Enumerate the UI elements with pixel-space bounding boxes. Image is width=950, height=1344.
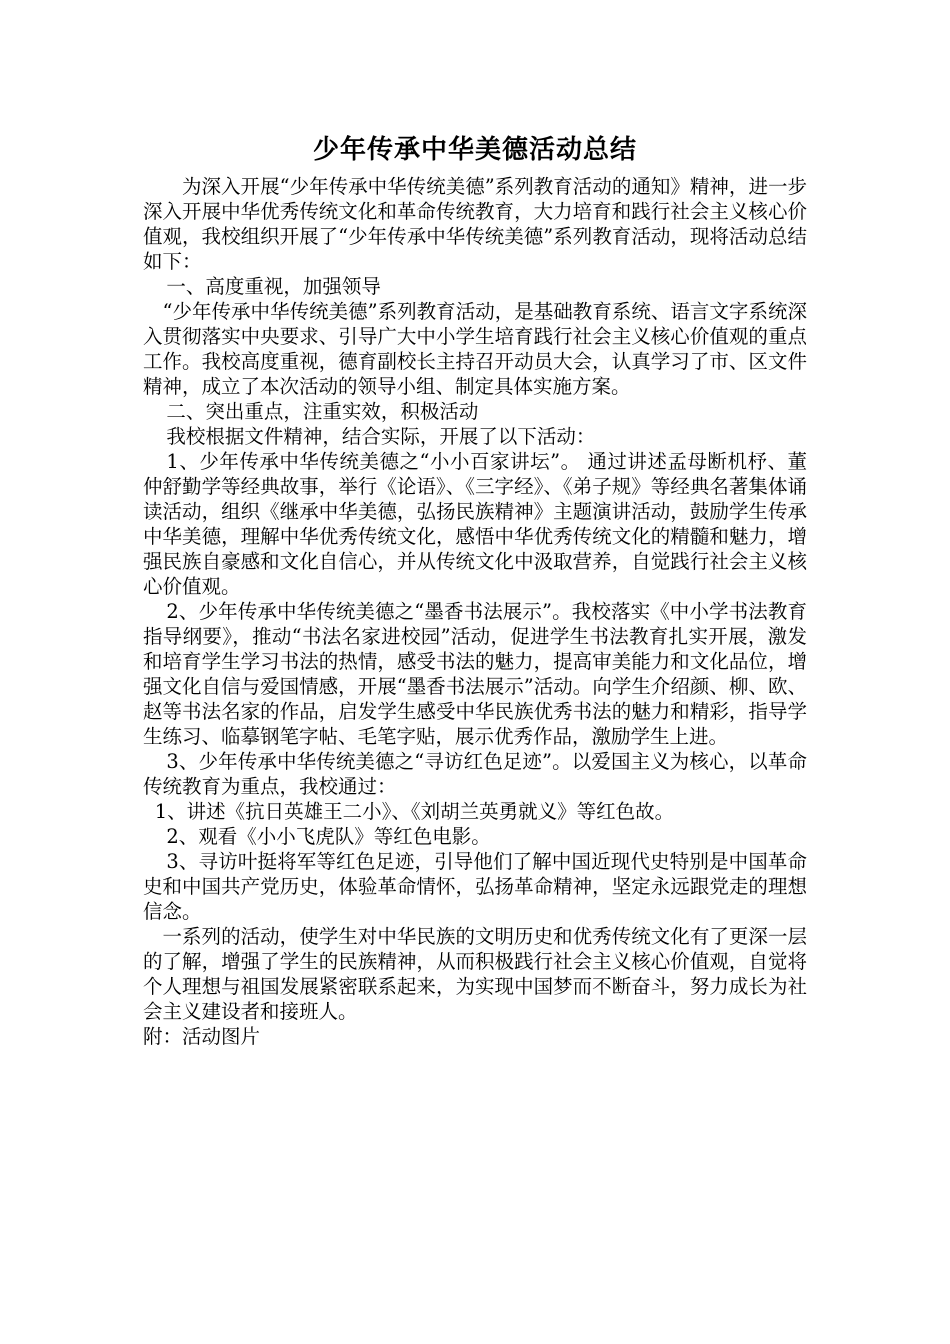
activity-2-paragraph: 2、少年传承中华传统美德之“墨香书法展示”。我校落实《中小学书法教育指导纲要》，推动“书法名家进校园”活动，促进学生书法教育扎实开展，激发和培育学生学习书法的热情，感受书法的魅力，提高审美能力和文化品位，增强文化自信与爱国情感，开展“墨香书法展示”活动。向学生介绍颜、柳、欧、赵等书法名家的作品，启发学生感受中华民族优秀书法的魅力和精彩，指导学生练习、临摹钢笔字帖、毛笔字贴，展示优秀作品，激励学生上进。 bbox=[143, 600, 807, 748]
attachment-note: 附：活动图片 bbox=[143, 1025, 261, 1048]
activity-3-item-3: 3、寻访叶挺将军等红色足迹，引导他们了解中国近现代史特别是中国革命史和中国共产党历史，体验革命情怀，弘扬革命精神，坚定永远跟党走的理想信念。 bbox=[143, 850, 807, 923]
section-heading-2: 二、突出重点，注重实效，积极活动 bbox=[166, 400, 479, 423]
document-title: 少年传承中华美德活动总结 bbox=[312, 135, 637, 165]
conclusion-paragraph: 一系列的活动，使学生对中华民族的文明历史和优秀传统文化有了更深一层的了解，增强了学生的民族精神，从而积极践行社会主义核心价值观，自觉将个人理想与祖国发展紧密联系起来，为实现中国梦而不断奋斗，努力成长为社会主义建设者和接班人。 bbox=[143, 925, 807, 1023]
section-heading-1: 一、高度重视，加强领导 bbox=[166, 275, 381, 298]
document-page bbox=[143, 130, 807, 1049]
activity-3-item-1: 1、讲述《抗日英雄王二小》、《刘胡兰英勇就义》等红色故。 bbox=[154, 800, 675, 823]
intro-paragraph: 为深入开展“少年传承中华传统美德”系列教育活动的通知》精神，进一步深入开展中华优秀传统文化和革命传统教育，大力培育和践行社会主义核心价值观，我校组织开展了“少年传承中华传统美德”系列教育活动，现将活动总结如下： bbox=[143, 175, 807, 273]
document-body bbox=[143, 174, 807, 1049]
activity-3-paragraph: 3、少年传承中华传统美德之“寻访红色足迹”。以爱国主义为核心，以革命传统教育为重点，我校通过： bbox=[143, 750, 807, 798]
activity-3-item-2: 2、观看《小小飞虎队》等红色电影。 bbox=[166, 825, 491, 848]
section-1-paragraph: “少年传承中华传统美德”系列教育活动，是基础教育系统、语言文字系统深入贯彻落实中央要求、引导广大中小学生培育践行社会主义核心价值观的重点工作。我校高度重视，德育副校长主持召开动员大会，认真学习了市、区文件精神，成立了本次活动的领导小组、制定具体实施方案。 bbox=[143, 300, 807, 398]
section-2-intro: 我校根据文件精神，结合实际，开展了以下活动： bbox=[166, 425, 596, 448]
activity-1-paragraph: 1、少年传承中华传统美德之“小小百家讲坛”。 通过讲述孟母断机杼、董仲舒勤学等经典故事，举行《论语》、《三字经》、《弟子规》等经典名著集体诵读活动，组织《继承中华美德，弘扬民族精神》主题演讲活动，鼓励学生传承中华美德，理解中华优秀传统文化，感悟中华优秀传统文化的精髓和魅力，增强民族自豪感和文化自信心，并从传统文化中汲取营养，自觉践行社会主义核心价值观。 bbox=[143, 450, 807, 598]
